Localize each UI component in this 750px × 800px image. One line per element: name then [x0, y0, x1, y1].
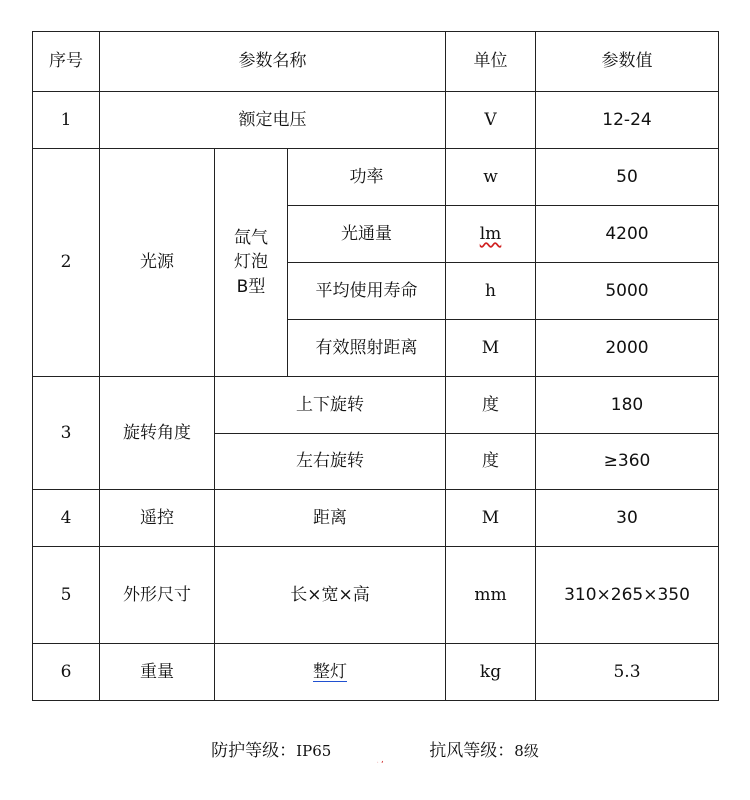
group-name: 重量	[100, 644, 215, 701]
unit-cell: w	[446, 149, 536, 206]
protection-label: 防护等级：	[211, 741, 297, 761]
unit-cell: 度	[446, 434, 536, 490]
group-name: 光源	[100, 149, 215, 377]
value-cell: ≥360	[536, 434, 719, 490]
spec-table	[32, 31, 719, 701]
value-cell: 30	[536, 490, 719, 547]
value-cell: 180	[536, 377, 719, 434]
wavy-underline	[331, 741, 429, 761]
value-cell: 50	[536, 149, 719, 206]
wind-value: 8级	[514, 742, 539, 760]
row-no: 3	[33, 377, 100, 490]
lamp-line: B型	[236, 276, 266, 297]
header-no: 序号	[33, 32, 100, 92]
param-name: 距离	[215, 490, 446, 547]
lamp-line: 灯泡	[234, 252, 268, 273]
param-name: 额定电压	[100, 92, 446, 149]
unit-cell	[446, 206, 536, 263]
protection-value: IP65	[296, 742, 332, 760]
value-cell: 12-24	[536, 92, 719, 149]
param-name: 功率	[288, 149, 446, 206]
table-row	[33, 377, 719, 434]
param-name: 平均使用寿命	[288, 263, 446, 320]
lamp-line: 氙气	[234, 227, 268, 248]
param-name: 有效照射距离	[288, 320, 446, 377]
header-param: 参数名称	[100, 32, 446, 92]
rating-footer	[0, 736, 750, 761]
group-name: 遥控	[100, 490, 215, 547]
table-row	[33, 644, 719, 701]
header-row	[33, 32, 719, 92]
value-cell: 5000	[536, 263, 719, 320]
unit-cell: M	[446, 320, 536, 377]
group-name: 旋转角度	[100, 377, 215, 490]
table-row	[33, 149, 719, 206]
value-cell: 2000	[536, 320, 719, 377]
unit-cell: kg	[446, 644, 536, 701]
row-no: 5	[33, 547, 100, 644]
row-no: 6	[33, 644, 100, 701]
unit-cell: M	[446, 490, 536, 547]
param-name: 长×宽×高	[215, 547, 446, 644]
param-name: 整灯	[313, 661, 347, 682]
value-cell: 4200	[536, 206, 719, 263]
table-row	[33, 547, 719, 644]
param-name: 上下旋转	[215, 377, 446, 434]
value-cell: 5.3	[536, 644, 719, 701]
table-row	[33, 92, 719, 149]
value-cell: 310×265×350	[536, 547, 719, 644]
row-no: 2	[33, 149, 100, 377]
lamp-type	[215, 149, 288, 377]
param-name: 左右旋转	[215, 434, 446, 490]
wind-label: 抗风等级：	[429, 741, 515, 761]
table-row	[33, 490, 719, 547]
unit-cell: mm	[446, 547, 536, 644]
header-value: 参数值	[536, 32, 719, 92]
param-name-cell	[215, 644, 446, 701]
param-name: 光通量	[288, 206, 446, 263]
group-name: 外形尺寸	[100, 547, 215, 644]
header-unit: 单位	[446, 32, 536, 92]
unit-cell: 度	[446, 377, 536, 434]
unit-cell: V	[446, 92, 536, 149]
unit-cell: h	[446, 263, 536, 320]
row-no: 1	[33, 92, 100, 149]
unit-text: lm	[479, 223, 502, 244]
row-no: 4	[33, 490, 100, 547]
